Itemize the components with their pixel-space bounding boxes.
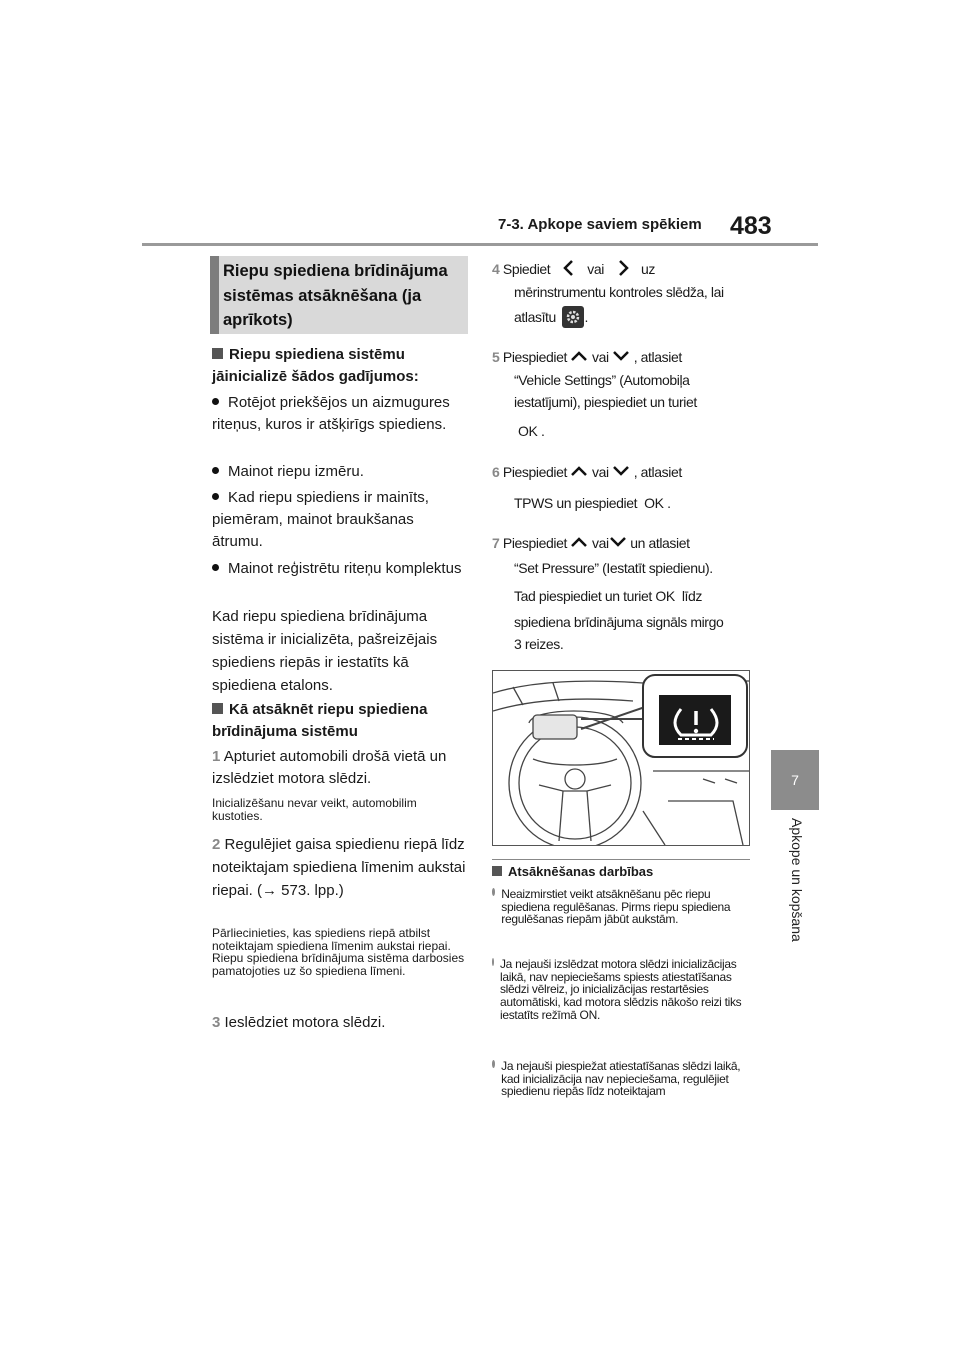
step-5: 5 Piespiediet vai , atlasiet “Vehicle Settings” (Automobiļa iestatījumi), piespiediet un turiet OK . [492,349,697,439]
chevron-right-icon [614,259,632,277]
square-bullet-icon [212,703,223,714]
step-4: 4 Spiediet vai uz mērinstrumentu kontroles slēdža, lai atlasītu . [492,258,762,329]
chevron-down-icon [609,535,627,549]
list-item: Mainot riepu izmēru. [212,461,468,483]
page-number: 483 [730,212,772,240]
bullet-icon [212,564,219,571]
list-item: Ja nejauši izslēdzat motora slēdzi inicializācijas laikā, nav nepieciešams spiests atiestatīšanas slēdzi vēlreiz, jo inicializācijas restartēsies automātiski, kad motora slēdzis nākošo reizi tiks iestatīts režīmā ON. [492,958,754,1022]
section-divider [492,859,750,860]
list-item: Neaizmirstiet veikt atsāknēšanu pēc riepu spiediena regulēšanas. Pirms riepu spiediena regulēšanas riepām jābūt aukstām. [492,888,754,926]
bullet-icon [492,958,494,966]
chevron-left-icon [560,259,578,277]
square-bullet-icon [492,866,502,876]
chevron-up-icon [570,349,588,363]
section-header: 7-3. Apkope saviem spēkiem [498,216,702,233]
list-item: Rotējot priekšējos un aizmugures riteņus, kuros ir atšķirīgs spiediens. [212,394,450,433]
ok-button-label: OK [518,422,538,439]
bullet-icon [212,398,219,405]
bullet-icon [492,888,495,896]
dashboard-drawing [493,671,749,845]
section-title-bar [210,256,219,334]
step-6: 6 Piespiediet vai , atlasiet TPWS un piespiediet OK . [492,464,682,511]
heading-init-cases: Riepu spiediena sistēmu jāinicializē šādos gadījumos: [212,346,419,385]
chevron-up-icon [570,464,588,478]
bullet-icon [492,1060,495,1068]
gear-icon [562,306,584,328]
note-2: Pārliecinieties, kas spiediens riepā atbilst noteiktajam spiediena līmenim aukstai riepai. Riepu spiediena brīdinājuma sistēma darbosies pamatojoties uz šo spiediena līmeni. [212,926,465,978]
heading-reset-operations: Atsāknēšanas darbības [492,864,752,879]
square-bullet-icon [212,348,223,359]
dashboard-illustration [492,670,750,846]
chapter-label: Apkope un kopšana [789,818,805,942]
ok-button-label: OK [644,494,664,511]
chevron-down-icon [612,464,630,478]
header-rule [142,243,818,246]
bullet-icon [212,467,219,474]
section-title: Riepu spiediena brīdinājuma sistēmas atsāknēšana (ja aprīkots) [223,262,448,329]
note-1: Inicializēšanu nevar veikt, automobilim kustoties. [212,796,417,823]
list-item: Mainot reģistrētu riteņu komplektus [212,558,468,580]
list-item: Kad riepu spiediens ir mainīts, piemēram, mainot braukšanas ātrumu. [212,489,429,550]
heading-how-to-reset: Kā atsāknēt riepu spiediena brīdinājuma sistēmu [212,701,428,740]
ok-button-label: OK [655,588,675,604]
step-1: 1 Apturiet automobili drošā vietā un izslēdziet motora slēdzi. [212,748,447,787]
list-item: Ja nejauši piespiežat atiestatīšanas slēdzi laikā, kad inicializācija nav nepieciešama, regulējiet spiedienu riepās līdz noteiktajam [492,1060,754,1098]
step-2: 2 Regulējiet gaisa spiedienu riepā līdz noteiktajam spiediena līmenim aukstai riepai. (→ 573. lpp.) [212,836,466,899]
bullet-icon [212,493,219,500]
chevron-down-icon [612,349,630,363]
chevron-up-icon [570,535,588,549]
step-3: 3 Ieslēdziet motora slēdzi. [212,1014,386,1031]
chapter-tab: 7 [771,750,819,810]
step-7: 7 Piespiediet vai un atlasiet “Set Pressure” (Iestatīt spiedienu). Tad piespiediet un turiet OK līdz spiediena brīdinājuma signāls mirgo 3 reizes. [492,535,724,652]
reference-paragraph: Kad riepu spiediena brīdinājuma sistēma ir inicializēta, pašreizējais spiediens riepās ir iestatīts kā spiediena etalons. [212,608,438,694]
